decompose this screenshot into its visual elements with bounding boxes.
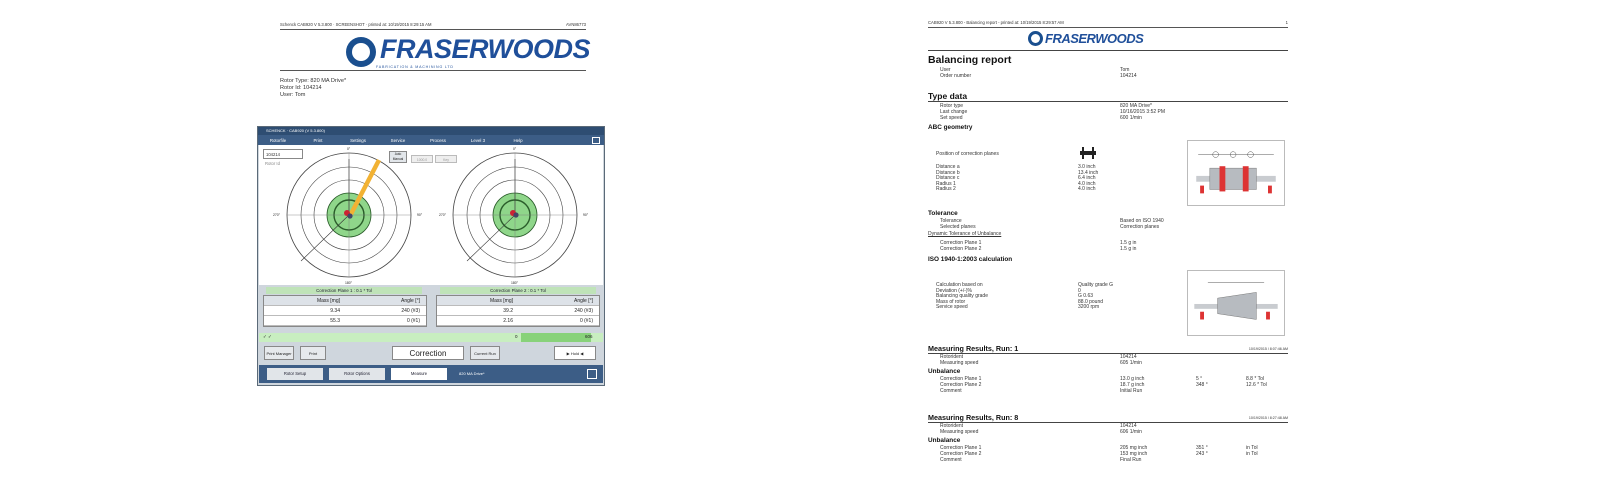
mass-value: 39.2 [503,307,513,314]
iso-labels [936,283,988,311]
angle-value: 0 (#1) [406,317,420,324]
order-value: 104214 [1120,73,1137,79]
divider [928,353,1288,354]
iso-value: G 0.63 [1078,293,1094,300]
iso-label: Calculation based on [936,282,983,288]
geo-value: 4.0 inch [1078,180,1096,187]
last-change-label: Last change [940,109,968,115]
disabled-button-b[interactable]: Key [435,155,457,163]
run-1-rotorident: 104214 [1120,354,1137,360]
plane-position-icon [1078,147,1098,159]
run-8-cp1-value: 205 mg inch [1120,445,1148,451]
status-bar [259,333,603,342]
section-run-1: Measuring Results, Run: 1 [928,344,1019,353]
rotor-meta [280,78,346,100]
tab-rotor-options[interactable]: Rotor Options [329,368,385,380]
polar-dial-plane-2 [449,149,581,281]
geo-label: Radius 2 [936,186,956,193]
divider [928,50,1288,51]
iso-value: Quality grade G [1078,282,1114,288]
iso-label: Deviation (+/-)% [936,287,972,294]
order-label: Order number [940,73,972,79]
rotorident-label: Rotorident [940,354,964,360]
status-check: ✓ ✓ [263,334,272,339]
position-label: Position of correction planes [936,151,999,157]
geo-label: Radius 1 [936,180,956,187]
geo-label: Distance b [936,169,960,176]
balancing-app-window [257,126,605,386]
angle-header: Angle [°] [574,297,593,304]
menu-settings[interactable]: Settings [350,137,366,143]
rotor-type-value: 820 MA Drive* [1120,103,1152,109]
run-1-unbalance-heading: Unbalance [928,368,961,375]
geo-value: 3.0 inch [1078,164,1096,170]
rotorident-label: Rotorident [940,423,964,429]
dial2-label-top: 0° [513,147,517,151]
geo-value: 13.4 inch [1078,169,1099,176]
dial1-label-left: 270° [273,213,281,217]
angle-value: 240 (#3) [401,307,420,314]
run-8-cp1-label: Correction Plane 1 [940,445,982,451]
angle-header: Angle [°] [401,297,420,304]
menu-print[interactable]: Print [313,137,323,143]
tab-bar [259,365,603,383]
menu-bar [258,135,604,145]
run-1-comment-label: Comment [940,388,962,394]
mass-header: Mass [mg] [489,297,513,304]
selected-planes-value: Correction planes [1120,224,1160,230]
iso-rotor-diagram [1187,270,1285,336]
screenshot-printout [263,22,593,392]
run-1-cp1-label: Correction Plane 1 [940,376,982,382]
tab-rotor-name: 820 MA Drive* [459,371,485,376]
print-header [280,22,586,30]
iso-label: Mass of rotor [936,298,966,305]
plane-2-bar: Correction Plane 2 : 0.1 * Tol [440,287,596,294]
mass-header: Mass [mg] [316,297,340,304]
dial2-label-left: 270° [439,213,447,217]
meta-rotor-id: Rotor Id: 104214 [280,85,322,92]
auto-manual-button[interactable]: Auto Manual [389,151,407,163]
print-header-right: AVN86773 [566,22,586,27]
tol-cp1-label: Correction Plane 1 [940,240,982,246]
selected-planes-label: Selected planes [940,224,976,230]
dynamic-tolerance-heading: Dynamic Tolerance of Unbalance [928,231,1002,237]
hold-button[interactable] [554,346,596,360]
menu-service[interactable]: Service [390,137,406,143]
run-8-cp2-angle: 243 ° [1196,451,1208,457]
tab-measure[interactable]: Measure [391,368,447,380]
run-1-cp1-tol: 8.8 * Tol [1246,376,1264,382]
run-1-cp2-label: Correction Plane 2 [940,382,982,388]
fan-logo-icon [1028,31,1043,46]
geo-value: 4.0 inch [1078,186,1096,193]
menu-process[interactable]: Process [430,137,446,143]
dial1-label-bottom: 180° [345,281,353,285]
iso-value: 0 [1078,287,1081,294]
current-run-button[interactable]: Current Run [470,346,500,360]
run-8-speed: 606 1/min [1120,429,1142,435]
geometry-labels [936,165,960,193]
run-8-cp2-label: Correction Plane 2 [940,451,982,457]
company-logo [346,34,590,69]
report-header-left: CAB920 V 5.3.800 - Balancing report - printed at: 10/19/2015 8:29:57 AM [928,20,1064,25]
dial-panel [259,145,603,285]
section-abc-geometry: ABC geometry [928,124,973,131]
set-speed-value: 600 1/min [1120,115,1142,121]
iso-label: Service speed [936,304,968,311]
rotor-id-field[interactable]: 104214 [263,149,303,159]
iso-values [1078,283,1113,311]
logo-tagline: FABRICATION & MACHINING LTD [376,65,454,69]
angle-value: 240 (#3) [574,307,593,314]
iso-value: 3200 rpm [1078,304,1100,311]
print-button[interactable]: Print [300,346,326,360]
speed-fill [521,333,591,342]
dial2-label-bottom: 180° [511,281,519,285]
last-change-value: 10/16/2015 3:52 PM [1120,109,1166,115]
measuring-speed-label: Measuring speed [940,429,979,435]
dial2-label-right: 90° [583,213,589,217]
back-icon: ◀ [580,350,584,356]
rotor-geometry-diagram [1187,140,1285,206]
iso-value: 88.0 pound [1078,298,1104,305]
play-icon: ▶ [566,350,570,356]
geo-label: Distance c [936,175,960,182]
run-8-cp1-angle: 351 ° [1196,445,1208,451]
table-row[interactable] [264,306,426,316]
tolerance-value: Based on ISO 1940 [1120,218,1164,224]
divider [928,101,1288,102]
table-row[interactable] [437,316,599,326]
run-8-comment: Final Run [1120,457,1142,463]
geo-label: Distance a [936,164,960,170]
polar-dial-plane-1 [283,149,415,281]
run-8-comment-label: Comment [940,457,962,463]
close-icon[interactable] [592,137,600,144]
run-1-cp1-value: 13.0 g inch [1120,376,1145,382]
balancing-report [928,20,1288,480]
rotor-id-label: Rotor Id [265,161,280,166]
print-header-left: Schenck CAB920 V 5.3.800 · SCREENSHOT · printed at: 10/19/2015 8:29:15 AM [280,22,432,27]
run-1-cp1-angle: 5 ° [1196,376,1203,382]
angle-value: 0 (#1) [579,317,593,324]
tab-rotor-setup[interactable]: Rotor Setup [267,368,323,380]
plane-1-bar: Correction Plane 1 : 0.1 * Tol [266,287,422,294]
run-1-speed: 605 1/min [1120,360,1142,366]
run-1-cp2-value: 18.7 g inch [1120,382,1145,388]
mass-value: 9.34 [330,307,340,314]
section-tolerance: Tolerance [928,210,958,217]
dial1-label-top: 0° [347,147,351,151]
divider [928,422,1288,423]
logo-wordmark: FRASERWOODS [1045,31,1144,46]
run-1-cp2-tol: 12.6 * Tol [1246,382,1267,388]
tol-cp2-label: Correction Plane 2 [940,246,982,252]
user-value: Tom [1120,67,1130,73]
meta-user: User: Tom [280,92,306,99]
tol-cp1-value: 1.5 g in [1120,240,1137,246]
app-title-bar [258,127,604,135]
disabled-button-a[interactable]: 1000.0 [411,155,433,163]
run-8-timestamp: 10/19/2015 / 8:27:48 AM [1248,416,1288,420]
run-8-unbalance-heading: Unbalance [928,437,961,444]
geo-value: 6.4 inch [1078,175,1096,182]
user-label: User [940,67,951,73]
help-icon[interactable] [587,369,597,379]
table-row[interactable] [437,306,599,316]
logo-wordmark: FRASERWOODS [380,34,591,64]
report-title: Balancing report [928,54,1012,66]
run-8-cp2-tol: in Tol [1246,451,1258,457]
divider [280,70,586,71]
tolerance-label: Tolerance [940,218,962,224]
run-8-cp1-tol: in Tol [1246,445,1258,451]
section-run-8: Measuring Results, Run: 8 [928,413,1019,422]
rotor-type-label: Rotor type [940,103,964,109]
mode-select[interactable]: Correction [392,346,464,360]
status-speed: 606 [585,334,593,339]
meta-rotor-type: Rotor Type: 820 MA Drive* [280,78,347,84]
section-type-data: Type data [928,91,968,101]
menu-help[interactable]: Help [513,137,523,143]
run-1-timestamp: 10/19/2015 / 8:07:46 AM [1248,347,1288,351]
mass-value: 2.16 [503,317,513,324]
status-zero: 0 [515,334,518,339]
table-row[interactable] [264,316,426,326]
run-1-comment: Initial Run [1120,388,1143,394]
geometry-values [1078,165,1098,193]
app-title: SCHENCK · CAB920 (V 5.3.800) [266,128,325,133]
company-logo [1028,31,1143,46]
page-number: 1 [1285,20,1288,25]
fan-logo-icon [346,37,376,67]
hold-label: Hold [570,350,580,356]
run-1-cp2-angle: 348 ° [1196,382,1208,388]
plane-1-table [263,295,427,327]
print-manager-button[interactable]: Print Manager [264,346,294,360]
mass-value: 55.3 [330,317,340,324]
run-8-cp2-value: 153 mg inch [1120,451,1148,457]
set-speed-label: Set speed [940,115,963,121]
plane-2-table [436,295,600,327]
run-8-rotorident: 104214 [1120,423,1137,429]
menu-rotorfile[interactable]: Rotorfile [269,137,287,143]
measuring-speed-label: Measuring speed [940,360,979,366]
iso-label: Balancing quality grade [936,293,988,300]
menu-level[interactable]: Level 3 [470,137,486,143]
report-header [928,20,1288,28]
dial1-label-right: 90° [417,213,423,217]
tol-cp2-value: 1.5 g in [1120,246,1137,252]
section-iso: ISO 1940-1:2003 calculation [928,256,1013,263]
